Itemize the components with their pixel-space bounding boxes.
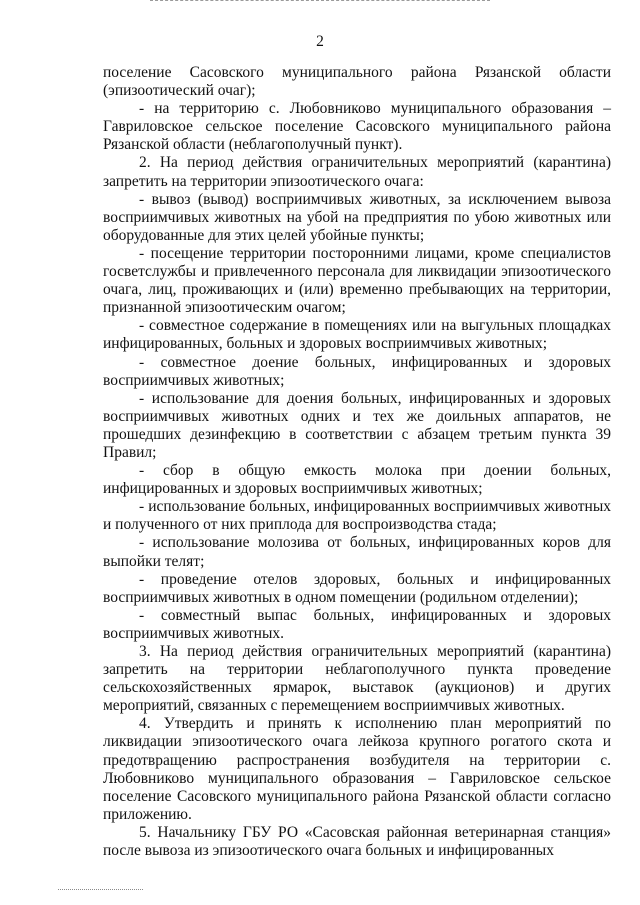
paragraph-9: - сбор в общую емкость молока при доении больных, инфицированных и здоровых восприимчивых животных;: [103, 462, 611, 498]
paragraph-2: - на территорию с. Любовниково муниципального образования – Гавриловское сельское поселение Сасовского муниципального района Рязанской области (неблагополучный пункт).: [103, 100, 611, 154]
paragraph-8: - использование для доения больных, инфицированных и здоровых восприимчивых животных одних и тех же доильных аппаратов, не прошедших дезинфекцию в соответствии с абзацем третьим пункта 39 Правил;: [103, 389, 611, 461]
page-number: 2: [316, 33, 324, 50]
paragraph-12: - проведение отелов здоровых, больных и инфицированных восприимчивых животных в одном помещении (родильном отделении);: [103, 570, 611, 606]
paragraph-14: 3. На период действия ограничительных мероприятий (карантина) запретить на территории неблагополучного пункта проведение сельскохозяйственных ярмарок, выставок (аукционов) и других мероприятий, связанных с перемещением восприимчивых животных.: [103, 643, 611, 715]
document-body: [103, 64, 611, 860]
paragraph-1: поселение Сасовского муниципального района Рязанской области (эпизоотический очаг);: [103, 64, 611, 100]
paragraph-5: - посещение территории посторонними лицами, кроме специалистов госветслужбы и привлеченного персонала для ликвидации эпизоотического очага, лиц, проживающих и (или) временно пребывающих на территории, признанной эпизоотическим очагом;: [103, 244, 611, 317]
paragraph-16: 5. Начальнику ГБУ РО «Сасовская районная ветеринарная станция» после вывоза из эпизоотического очага больных и инфицированных: [103, 823, 611, 860]
paragraph-6: - совместное содержание в помещениях или на выгульных площадках инфицированных, больных и здоровых восприимчивых животных;: [103, 317, 611, 353]
paragraph-3: 2. На период действия ограничительных мероприятий (карантина) запретить на территории эпизоотического очага:: [103, 154, 611, 190]
scan-edge-top: [150, 0, 490, 3]
paragraph-7: - совместное доение больных, инфицированных и здоровых восприимчивых животных;: [103, 353, 611, 389]
paragraph-11: - использование молозива от больных, инфицированных коров для выпойки телят;: [103, 534, 611, 570]
paragraph-4: - вывоз (вывод) восприимчивых животных, за исключением вывоза восприимчивых животных на убой на предприятия по убою животных или оборудованные для этих целей убойные пункты;: [103, 190, 611, 244]
paragraph-13: - совместный выпас больных, инфицированных и здоровых восприимчивых животных.: [103, 606, 611, 642]
paragraph-15: 4. Утвердить и принять к исполнению план мероприятий по ликвидации эпизоотического очага лейкоза крупного рогатого скота и предотвращению распространения возбудителя на территории с. Любовниково муниципального образования – Гавриловское сельское поселение Сасовского муниципального района Рязанской области согласно приложению.: [103, 715, 611, 823]
paragraph-10: - использование больных, инфицированных восприимчивых животных и полученного от них приплода для воспроизводства стада;: [103, 498, 611, 534]
scan-edge-bottom: [58, 889, 143, 892]
